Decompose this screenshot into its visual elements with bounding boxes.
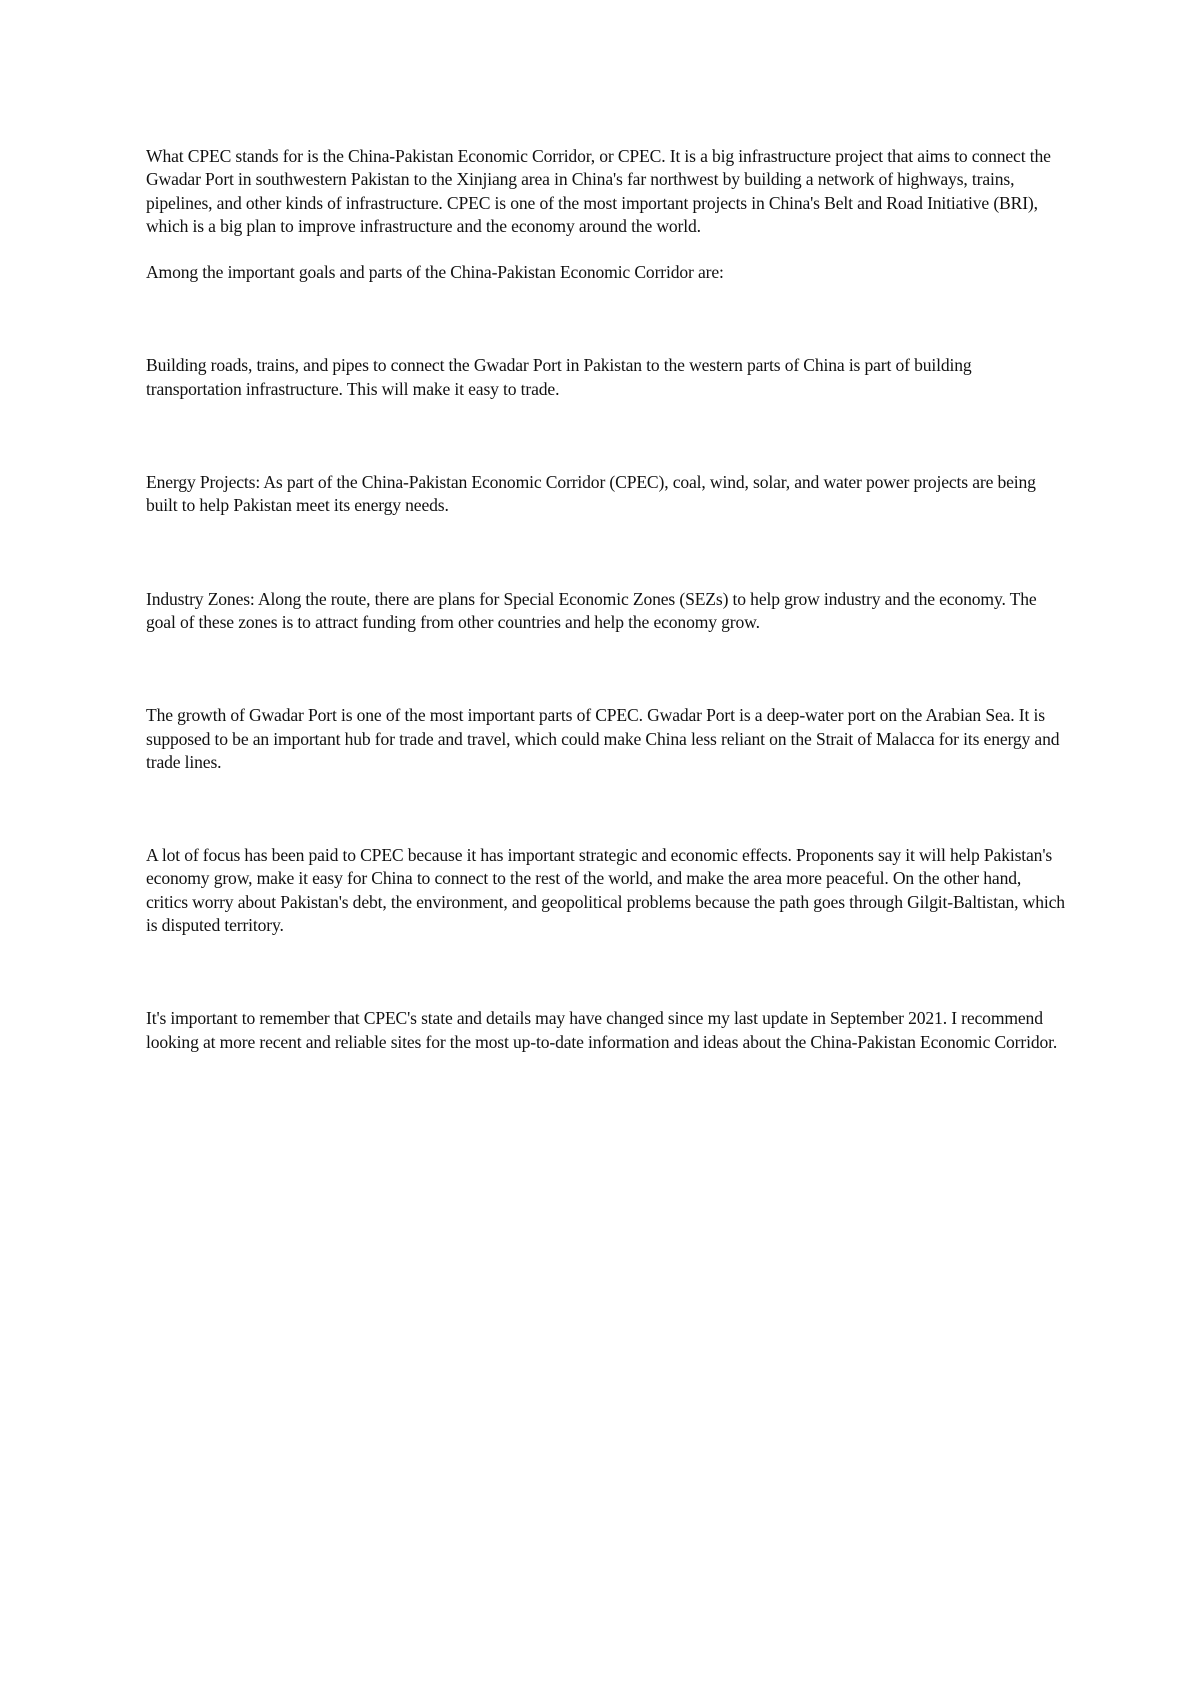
- paragraph-industry-zones: Industry Zones: Along the route, there are plans for Special Economic Zones (SEZs) to help grow industry and the economy. The goal of these zones is to attract funding from other countries and help the economy grow.: [146, 588, 1037, 632]
- paragraph-strategic-effects: A lot of focus has been paid to CPEC because it has important strategic and economic effects. Proponents say it will help Pakistan's economy grow, make it easy for China to connect to the rest of the world, and make the area more peaceful. On the other hand, critics worry about Pakistan's debt, the environment, and geopolitical problems because the path goes through Gilgit-Baltistan, which is disputed territory.: [146, 845, 1065, 936]
- document-body: [146, 145, 1066, 1054]
- paragraph-disclaimer: It's important to remember that CPEC's state and details may have changed since my last update in September 2021. I recommend looking at more recent and reliable sites for the most up-to-date information and ideas about the China-Pakistan Economic Corridor.: [146, 1008, 1058, 1052]
- paragraph-intro: What CPEC stands for is the China-Pakistan Economic Corridor, or CPEC. It is a big infrastructure project that aims to connect the Gwadar Port in southwestern Pakistan to the Xinjiang area in China's far northwest by building a network of highways, trains, pipelines, and other kinds of infrastructure. CPEC is one of the most important projects in China's Belt and Road Initiative (BRI), which is a big plan to improve infrastructure and the economy around the world.: [146, 146, 1051, 236]
- paragraph-energy: Energy Projects: As part of the China-Pakistan Economic Corridor (CPEC), coal, wind, solar, and water power projects are being built to help Pakistan meet its energy needs.: [146, 472, 1036, 516]
- paragraph-transport: Building roads, trains, and pipes to connect the Gwadar Port in Pakistan to the western parts of China is part of building transportation infrastructure. This will make it easy to trade.: [146, 355, 972, 399]
- paragraph-gwadar-port: The growth of Gwadar Port is one of the most important parts of CPEC. Gwadar Port is a deep-water port on the Arabian Sea. It is supposed to be an important hub for trade and travel, which could make China less reliant on the Strait of Malacca for its energy and trade lines.: [146, 705, 1060, 772]
- paragraph-goals-heading: Among the important goals and parts of the China-Pakistan Economic Corridor are:: [146, 262, 724, 283]
